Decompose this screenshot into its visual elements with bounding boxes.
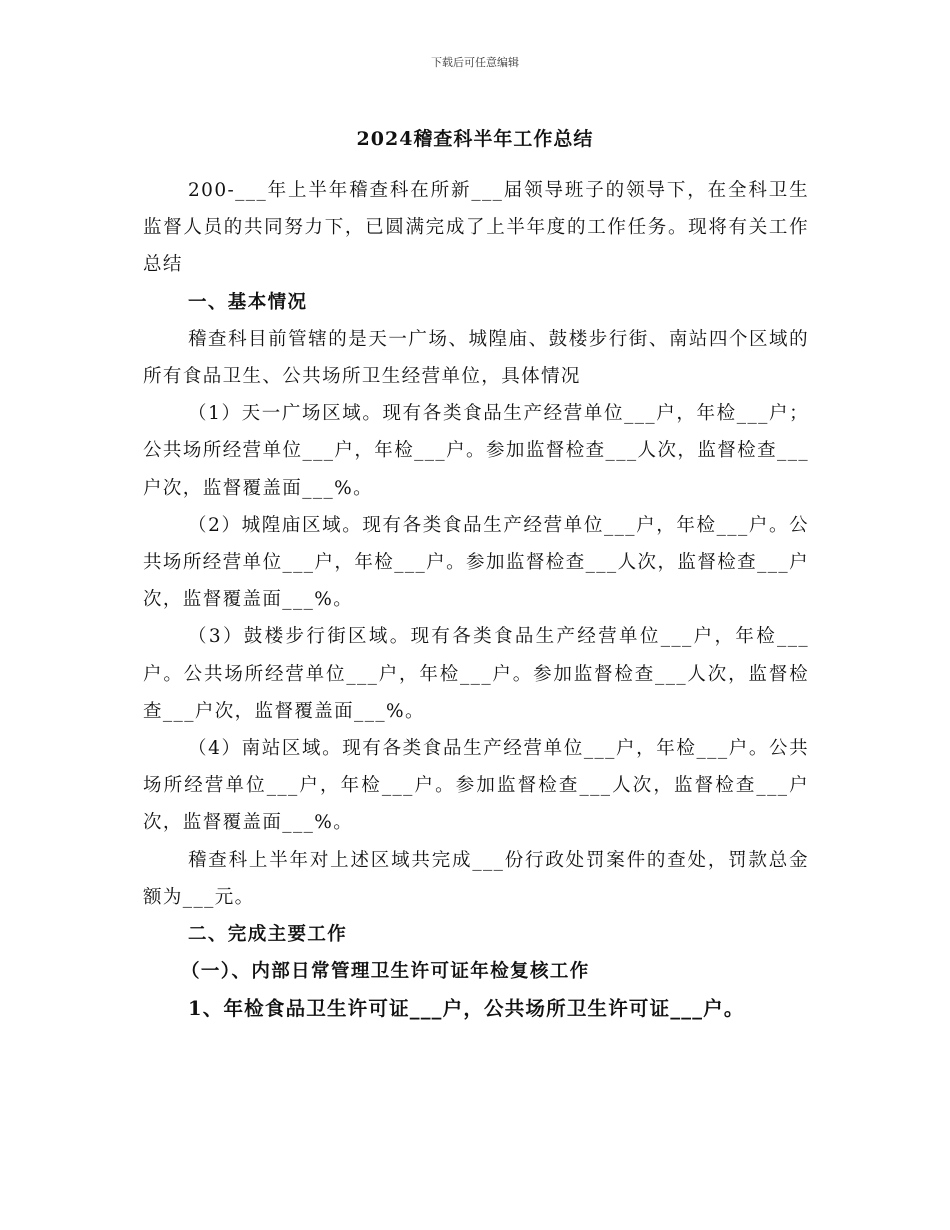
- area-2-paragraph: （2）城隍庙区域。现有各类食品生产经营单位___户，年检___户。公共场所经营单位___户，年检___户。参加监督检查___人次，监督检查___户次，监督覆盖面___%。: [143, 514, 809, 611]
- header-note: 下载后可任意编辑: [431, 56, 519, 69]
- subsection-heading-1: （一）、内部日常管理卫生许可证年检复核工作: [181, 961, 590, 983]
- area-1-paragraph: （1）天一广场区域。现有各类食品生产经营单位___户，年检___户；公共场所经营单位___户，年检___户。参加监督检查___人次，监督检查___户次，监督覆盖面___%。: [143, 403, 809, 499]
- document-body: [143, 172, 809, 1028]
- jurisdiction-paragraph: 稽查科目前管辖的是天一广场、城隍庙、鼓楼步行街、南站四个区域的所有食品卫生、公共场所卫生经营单位，具体情况: [143, 328, 809, 388]
- document-title: 2024稽查科半年工作总结: [356, 128, 594, 150]
- area-4-paragraph: （4）南站区域。现有各类食品生产经营单位___户，年检___户。公共场所经营单位___户，年检___户。参加监督检查___人次，监督检查___户次，监督覆盖面___%。: [143, 738, 809, 834]
- item-1-line: 1、年检食品卫生许可证___户，公共场所卫生许可证___户。: [188, 997, 745, 1021]
- section-heading-main-work: 二、完成主要工作: [188, 924, 348, 946]
- penalty-paragraph: 稽查科上半年对上述区域共完成___份行政处罚案件的查处，罚款总金额为___元。: [143, 849, 809, 908]
- intro-paragraph: 200-___年上半年稽查科在所新___届领导班子的领导下，在全科卫生监督人员的共同努力下，已圆满完成了上半年度的工作任务。现将有关工作总结: [143, 180, 809, 276]
- section-heading-basic: 一、基本情况: [188, 291, 308, 313]
- area-3-paragraph: （3）鼓楼步行街区域。现有各类食品生产经营单位___户，年检___户。公共场所经营单位___户，年检___户。参加监督检查___人次，监督检查___户次，监督覆盖面___%。: [143, 626, 809, 722]
